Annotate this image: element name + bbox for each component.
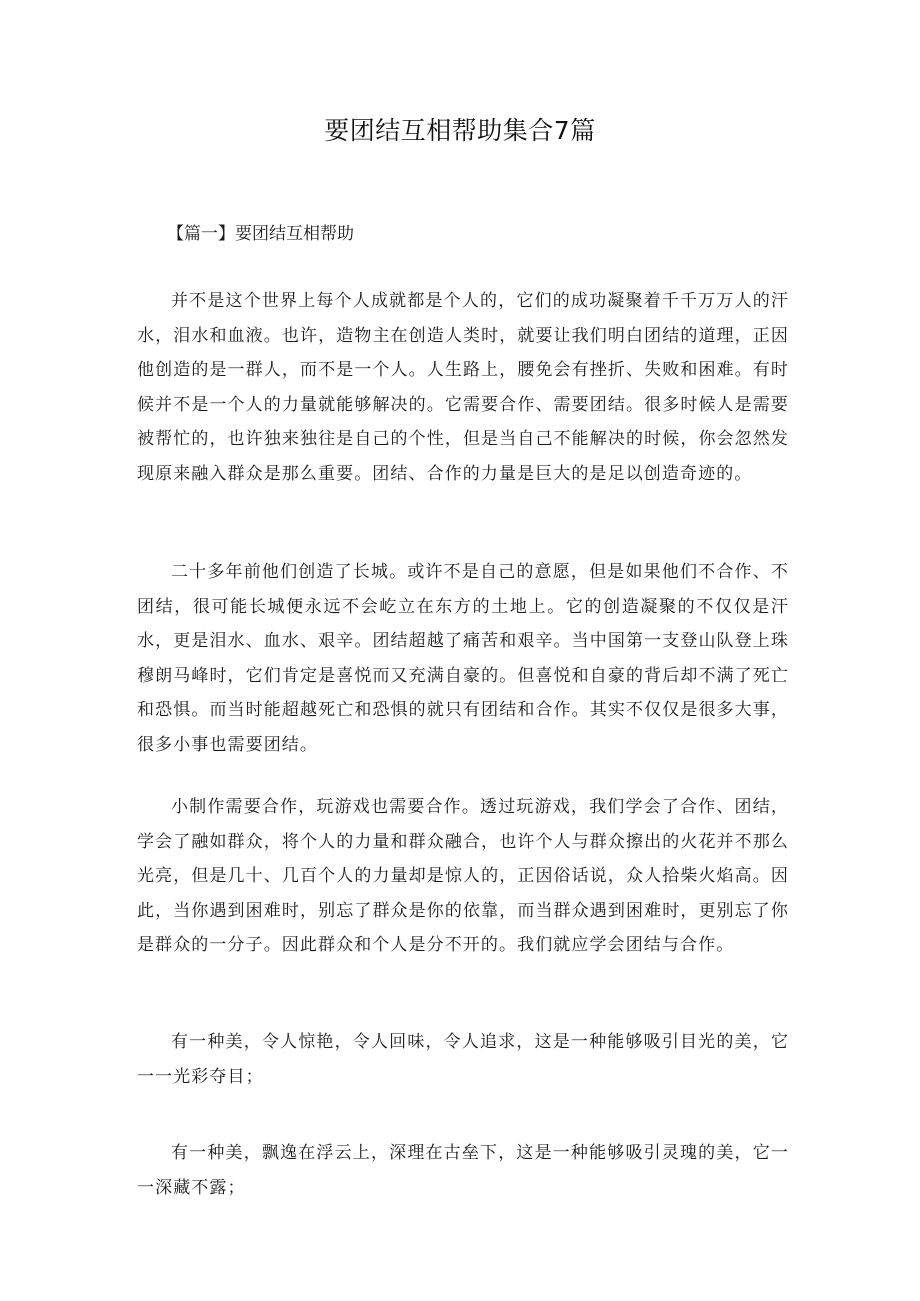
paragraph: 有一种美，飘逸在浮云上，深理在古垒下，这是一种能够吸引灵瑰的美，它一一深藏不露； [137, 1143, 789, 1198]
section-heading: 【篇一】要团结互相帮助 [167, 224, 354, 244]
document-title: 要团结互相帮助集合7篇 [324, 116, 596, 145]
paragraph: 小制作需要合作，玩游戏也需要合作。透过玩游戏，我们学会了合作、团结，学会了融如群众，将个人的力量和群众融合，也许个人与群众擦出的火花并不那么光亮，但是几十、几百个人的力量却是惊人的，正因俗话说，众人拾柴火焰高。因此，当你遇到困难时，别忘了群众是你的依靠，而当群众遇到困难时，更别忘了你是群众的一分子。因此群众和个人是分不开的。我们就应学会团结与合作。 [137, 797, 789, 956]
paragraph: 并不是这个世界上每个人成就都是个人的，它们的成功凝聚着千千万万人的汗水，泪水和血液。也许，造物主在创造人类时，就要让我们明白团结的道理，正因他创造的是一群人，而不是一个人。人生路上，腰免会有挫折、失败和困难。有时候并不是一个人的力量就能够解决的。它需要合作、需要团结。很多时候人是需要被帮忙的，也许独来独往是自己的个性，但是当自己不能解决的时候，你会忽然发现原来融入群众是那么重要。团结、合作的力量是巨大的是足以创造奇迹的。 [137, 291, 789, 484]
paragraph: 二十多年前他们创造了长城。或许不是自己的意愿，但是如果他们不合作、不团结，很可能长城便永远不会屹立在东方的土地上。它的创造凝聚的不仅仅是汗水，更是泪水、血水、艰辛。团结超越了痛苦和艰辛。当中国第一支登山队登上珠穆朗马峰时，它们肯定是喜悦而又充满自豪的。但喜悦和自豪的背后却不满了死亡和恐惧。而当时能超越死亡和恐惧的就只有团结和合作。其实不仅仅是很多大事，很多小事也需要团结。 [137, 562, 789, 755]
paragraph: 有一种美，令人惊艳，令人回味，令人追求，这是一种能够吸引目光的美，它一一光彩夺目； [137, 1032, 789, 1087]
